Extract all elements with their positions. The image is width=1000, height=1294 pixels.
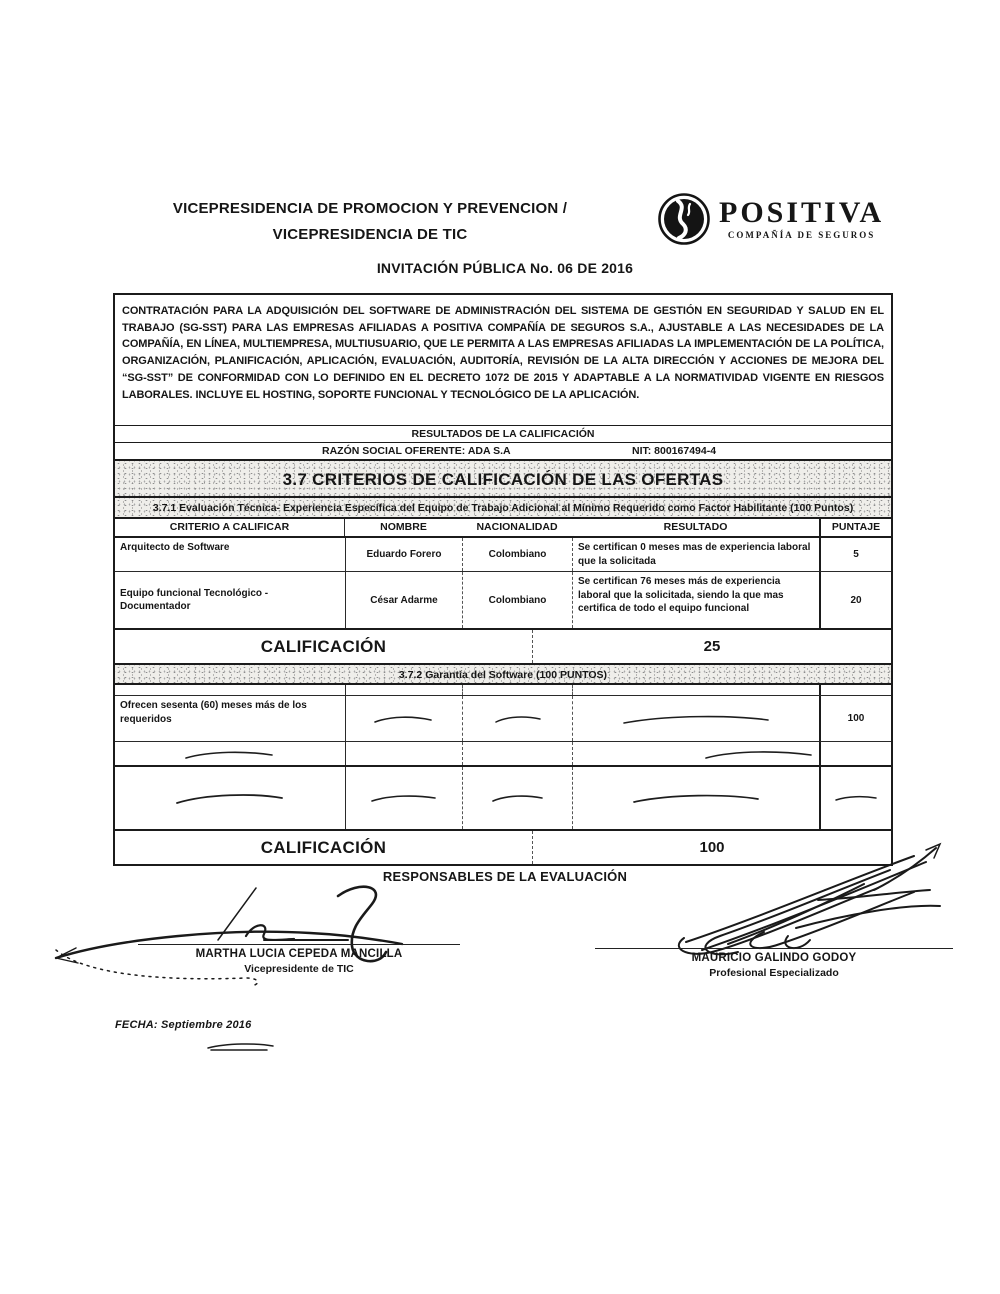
positiva-logo (657, 192, 884, 251)
signature-mark (115, 767, 345, 829)
results-header: RESULTADOS DE LA CALIFICACIÓN (115, 425, 891, 442)
fecha-label: FECHA: Septiembre 2016 (115, 1019, 252, 1031)
section-3-7-title: 3.7 CRITERIOS DE CALIFICACIÓN DE LAS OFERTAS (115, 459, 891, 496)
calificacion-label: CALIFICACIÓN (260, 837, 387, 857)
signature-mark (572, 767, 819, 829)
signature-mauricio (668, 840, 958, 960)
cell-nombre: Eduardo Forero (345, 538, 462, 571)
col-header-puntaje: PUNTAJE (819, 519, 891, 536)
col-header-nacionalidad: NACIONALIDAD (476, 521, 558, 534)
signature-mark (572, 696, 819, 741)
cell-nombre: César Adarme (345, 572, 462, 628)
signature-mark (819, 767, 891, 829)
globe-icon (657, 192, 711, 251)
calificacion-value: 25 (532, 630, 891, 663)
table-row (115, 536, 891, 571)
cell-resultado: Se certifican 76 meses más de experiencia laboral que la solicitada, siendo la que mas certifica de todo el equipo funcional (572, 572, 819, 628)
calificacion-label: CALIFICACIÓN (260, 636, 387, 656)
vicepresidencia-line1: VICEPRESIDENCIA DE PROMOCION Y PREVENCION / (172, 200, 568, 217)
signer-role: Profesional Especializado (709, 967, 839, 979)
signature-mark (345, 767, 462, 829)
table-3-7-2-title: 3.7.2 Garantía del Software (100 PUNTOS) (115, 663, 891, 683)
signature-martha (50, 878, 430, 993)
signer-role: Vicepresidente de TIC (244, 963, 354, 975)
spacer-row (115, 683, 891, 695)
offeror-row (115, 442, 891, 459)
logo-wordmark: POSITIVA (719, 196, 885, 229)
table-row (115, 571, 891, 628)
cell-criterio: Arquitecto de Software (120, 542, 230, 554)
cell-resultado: Se certifican 0 meses mas de experiencia laboral que la solicitada (572, 538, 819, 571)
garantia-row (115, 695, 891, 741)
calificacion-row-371 (115, 628, 891, 663)
vicepresidencia-line2: VICEPRESIDENCIA DE TIC (272, 225, 468, 243)
cell-puntaje: 100 (819, 696, 891, 741)
responsables-title: RESPONSABLES DE LA EVALUACIÓN (382, 869, 628, 884)
signature-block-left (138, 944, 460, 975)
contract-description: CONTRATACIÓN PARA LA ADQUISICIÓN DEL SOFTWARE DE ADMINISTRACIÓN DEL SISTEMA DE GESTIÓN EN SEGURIDAD Y SALUD EN EL TRABAJO (SG-SST) PARA LAS EMPRESAS AFILIADAS A POSITIVA COMPAÑÍA DE SEGUROS S.A., AJUSTABLE A LAS NECESIDADES DE LA COMPAÑÍA, EN LÍNEA, MULTIEMPRESA, MULTIUSUARIO, QUE LE PERMITA A LAS EMPRESAS AFILIADAS LA IMPLEMENTACIÓN DE LA POLÍTICA, ORGANIZACIÓN, PLANIFICACIÓN, APLICACIÓN, EVALUACIÓN, AUDITORÍA, REVISIÓN DE LA ALTA DIRECCIÓN Y ACCIONES DE MEJORA DEL “SG-SST” DE CONFORMIDAD CON LO DEFINIDO EN EL DECRETO 1072 DE 2015 Y ADAPTABLE A LA NORMATIVIDAD VIGENTE EN RIESGOS LABORALES. INCLUYE EL HOSTING, SOPORTE FUNCIONAL Y TECNOLÓGICO DE LA APLICACIÓN. (122, 305, 884, 401)
col-header-criterio: CRITERIO A CALIFICAR (115, 519, 345, 536)
cell-puntaje: 5 (819, 538, 891, 571)
evaluation-table (113, 293, 893, 866)
signature-mark (572, 742, 819, 765)
cell-criterio: Equipo funcional Tecnológico - Documentador (120, 587, 269, 613)
col-header-nombre: NOMBRE (380, 521, 427, 534)
cell-criterio: Ofrecen sesenta (60) meses más de los requeridos (120, 700, 307, 725)
cell-nacionalidad: Colombiano (462, 538, 572, 571)
table-3-7-1-title: 3.7.1 Evaluación Técnica- Experiencia Específica del Equipo de Trabajo Adicional al Mínimo Requerido como Factor Habilitante (100 Puntos) (115, 496, 891, 517)
invitation-title: INVITACIÓN PÚBLICA No. 06 DE 2016 (376, 260, 634, 276)
signature-mark (462, 767, 572, 829)
cell-nacionalidad: Colombiano (462, 572, 572, 628)
vicepresidencia-title (150, 196, 590, 247)
empty-row (115, 741, 891, 765)
cell-puntaje: 20 (819, 572, 891, 628)
col-header-resultado: RESULTADO (663, 521, 728, 534)
signer-name: MARTHA LUCIA CEPEDA MANCILLA (195, 948, 403, 960)
table-header-row (115, 517, 891, 536)
signer-name: MAURICIO GALINDO GODOY (691, 952, 857, 964)
logo-tagline: COMPAÑÍA DE SEGUROS (727, 230, 876, 240)
nit: NIT: 800167494-4 (632, 445, 717, 458)
signature-mark (462, 696, 572, 741)
empty-row (115, 765, 891, 829)
signature-mark (115, 742, 345, 765)
signature-block-right (595, 948, 953, 979)
signature-mark (345, 696, 462, 741)
razon-social: RAZÓN SOCIAL OFERENTE: ADA S.A (322, 445, 511, 458)
fecha-underline-mark (205, 1040, 277, 1052)
calificacion-value: 100 (532, 831, 891, 864)
